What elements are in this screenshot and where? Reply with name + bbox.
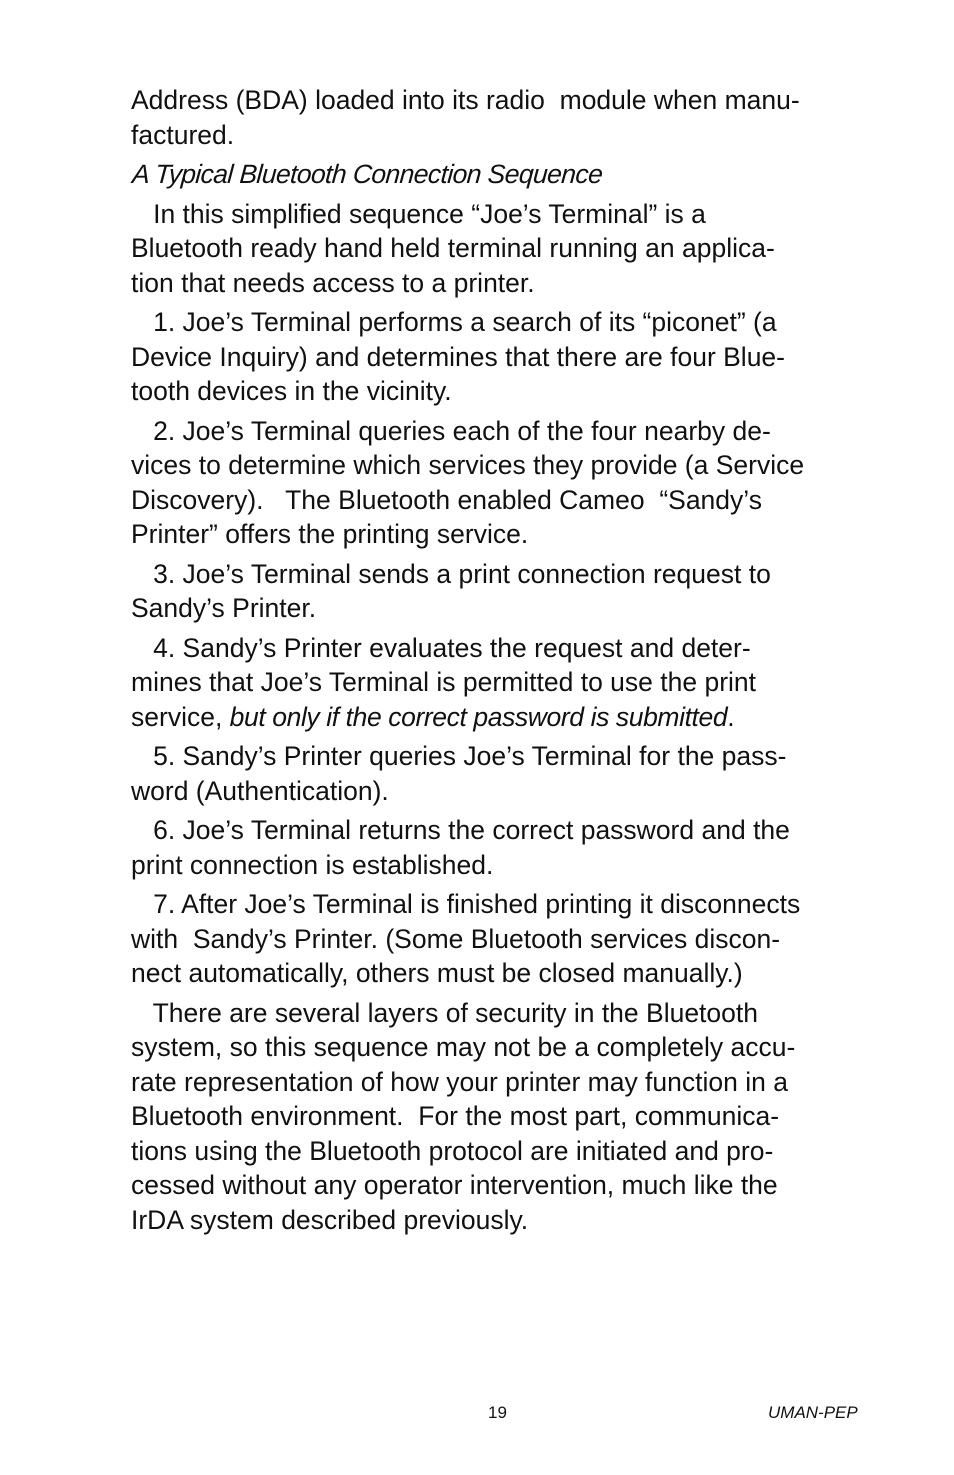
text-line: Device Inquiry) and determines that there are four Blue- — [131, 341, 785, 372]
section-heading-block — [131, 157, 869, 192]
step-1 — [131, 305, 869, 409]
text-run: . — [727, 701, 735, 732]
text-line: tion that needs access to a printer. — [131, 267, 535, 298]
text-line: Discovery). The Bluetooth enabled Cameo “Sandy’s — [131, 484, 762, 515]
text-line: 2. Joe’s Terminal queries each of the four nearby de- — [131, 415, 771, 446]
text-line: print connection is established. — [131, 849, 494, 880]
text-line: 7. After Joe’s Terminal is finished printing it disconnects — [131, 889, 801, 919]
page-body — [131, 83, 869, 1237]
text-line: cessed without any operator intervention, much like the — [131, 1170, 778, 1200]
text-line: vices to determine which services they provide (a Service — [131, 450, 805, 480]
text-line: Printer” offers the printing service. — [131, 519, 529, 549]
text-line: tions using the Bluetooth protocol are initiated and pro- — [131, 1135, 774, 1166]
text-line: 5. Sandy’s Printer queries Joe’s Terminal for the pass- — [131, 741, 787, 771]
text-line: 6. Joe’s Terminal returns the correct password and the — [131, 815, 790, 845]
text-line: mines that Joe’s Terminal is permitted to use the print — [131, 667, 757, 697]
text-line: Bluetooth ready hand held terminal running an applica- — [131, 233, 775, 263]
emphasis-text: but only if the correct password is submitted — [229, 701, 728, 732]
text-line: IrDA system described previously. — [131, 1204, 529, 1235]
step-5 — [131, 739, 869, 808]
step-7 — [131, 887, 869, 991]
step-3 — [131, 557, 869, 626]
paragraph-intro — [131, 197, 869, 301]
text-line: In this simplified sequence “Joe’s Terminal” is a — [131, 198, 706, 229]
page-number: 19 — [488, 1403, 507, 1422]
text-line: factured. — [131, 119, 235, 150]
text-line: nect automatically, others must be closed manually.) — [131, 958, 743, 988]
text-line: system, so this sequence may not be a completely accu- — [131, 1032, 796, 1062]
step-2 — [131, 414, 869, 552]
document-id: UMAN-PEP — [768, 1403, 858, 1422]
text-line: rate representation of how your printer may function in a — [131, 1066, 788, 1097]
text-line: 1. Joe’s Terminal performs a search of its “piconet” (a — [131, 307, 777, 337]
closing-paragraph — [131, 996, 869, 1238]
text-line: Address (BDA) loaded into its radio module when manu- — [131, 85, 800, 115]
text-line-mixed — [131, 700, 869, 735]
text-run: service, — [131, 701, 230, 732]
text-line: word (Authentication). — [131, 775, 389, 806]
text-line: with Sandy’s Printer. (Some Bluetooth services discon- — [131, 923, 781, 954]
step-6 — [131, 813, 869, 882]
text-line: 3. Joe’s Terminal sends a print connection request to — [131, 558, 771, 589]
text-line: Bluetooth environment. For the most part, communica- — [131, 1101, 780, 1131]
text-line: Sandy’s Printer. — [131, 593, 317, 623]
section-heading: A Typical Bluetooth Connection Sequence — [131, 159, 604, 189]
intro-paragraph — [131, 83, 869, 152]
text-line: There are several layers of security in the Bluetooth — [131, 997, 758, 1028]
text-line: tooth devices in the vicinity. — [131, 376, 452, 406]
step-4 — [131, 631, 869, 735]
text-line: 4. Sandy’s Printer evaluates the request and deter- — [131, 632, 751, 663]
